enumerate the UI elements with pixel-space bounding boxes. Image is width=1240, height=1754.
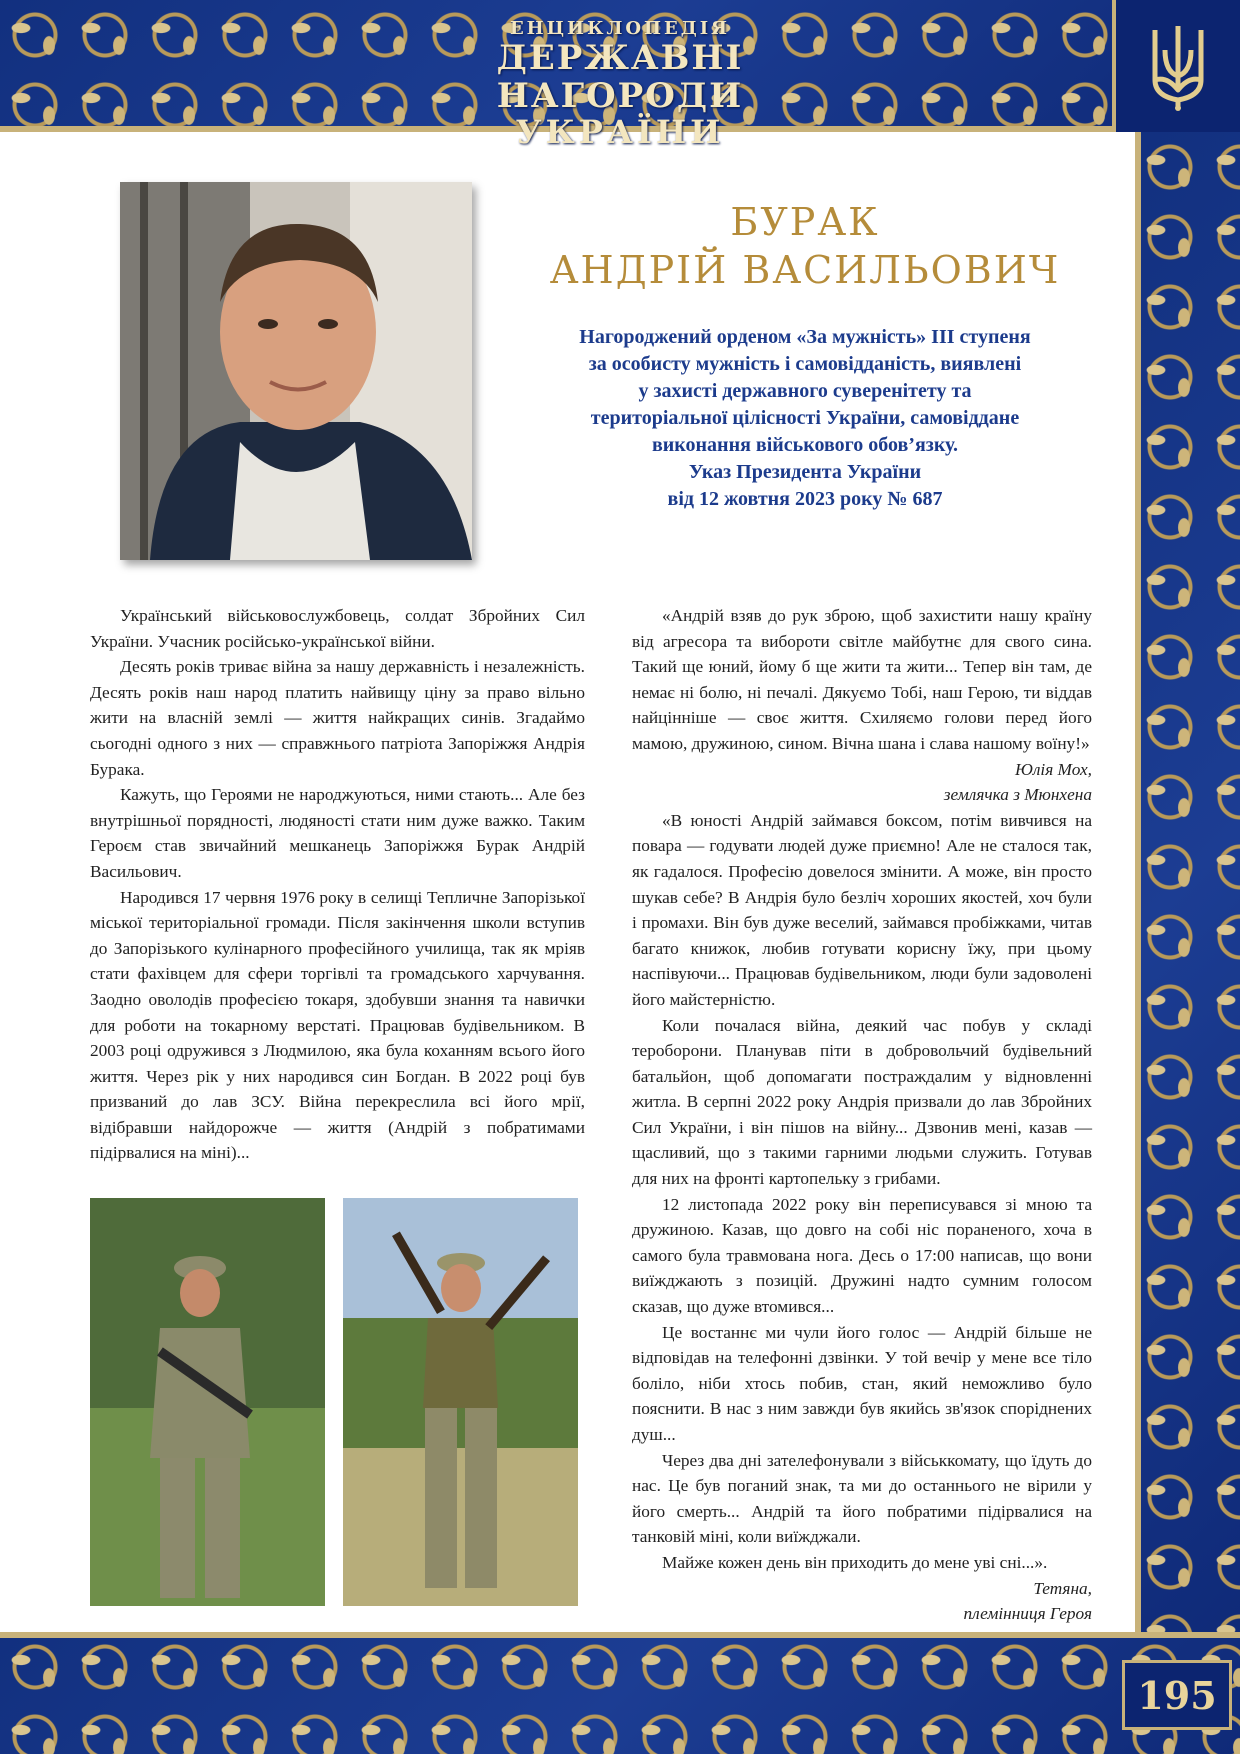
masthead-line1: ЕНЦИКЛОПЕДІЯ bbox=[509, 18, 731, 39]
award-line: у захисті державного суверенітету та bbox=[638, 380, 972, 402]
quote-paragraph: Коли почалася війна, деякий час побув у складі тероборони. Планував піти в добровольчий будівельний батальйон, щоб допомагати постраждалим у відновленні житла. В серпні 2022 року Андрія призвали до лав Збройних Сил України, і він пішов на війну... Дзвонив мені, казав — щасливий, що з такими гарними людьми служить. Готував для них на фронті картопельку з грибами. bbox=[632, 1015, 1092, 1189]
quote-paragraph: Майже кожен день він приходить до мене уві сні...». bbox=[662, 1552, 1048, 1572]
hero-surname: БУРАК bbox=[730, 200, 880, 244]
award-citation bbox=[535, 324, 1075, 513]
award-line: за особисту мужність і самовідданість, виявлені bbox=[588, 353, 1022, 375]
award-line: територіальної цілісності України, самовіддане bbox=[590, 407, 1020, 429]
photo-soldier-with-rifle bbox=[90, 1198, 325, 1606]
bio-paragraph: Народився 17 червня 1976 року в селищі Тепличне Запорізької міської територіальної громади. Після закінчення школи вступив до Запорізького кулінарного професійного училища, так як мріяв стати фахівцем для сфери торгівлі та громадського харчування. Заодно оволодів професією токаря, здобувши знання та навички для роботи на токарному верстаті. Працював будівельником. В 2003 році одружився з Людмилою, яка була коханням всього його життя. Через рік у них народився син Богдан. В 2022 році був призваний до лав ЗСУ. Війна перекреслила всі його мрії, відібравши найдорожче — життя (Андрій з побратимами підірвалися на міні)... bbox=[90, 887, 585, 1163]
award-line: від 12 жовтня 2023 року № 687 bbox=[667, 488, 943, 510]
testimonials-column bbox=[632, 603, 1092, 1627]
signature-role: племінниця Героя bbox=[963, 1604, 1092, 1624]
emblem-box bbox=[1112, 0, 1240, 132]
bio-paragraph: Кажуть, що Героями не народжуються, ними стають... Але без внутрішньої порядності, людяності стати ним дуже важко. Таким Героєм став звичайний мешканець Запоріжжя Бурак Андрій Васильович. bbox=[90, 785, 585, 881]
hero-given-names: АНДРІЙ ВАСИЛЬОВИЧ bbox=[549, 248, 1061, 292]
signature-name: Юлія Мох, bbox=[1015, 759, 1092, 779]
bio-paragraph: Десять років триває війна за нашу державність і незалежність. Десять років наш народ платить найвищу ціну за право вільно жити на власній землі — життя найкращих синів. Згадаймо сьогодні одного з них — справжнього патріота Запоріжжя Андрія Бурака. bbox=[90, 657, 585, 779]
quote-paragraph: 12 листопада 2022 року він переписувався зі мною та дружиною. Казав, що довго на собі ніс пораненого, хоча в самого була травмована нога. Десь о 17:00 написав, що вони виїжджають з позицій. Дружині надто сумним голосом сказав, що дуже втомився... bbox=[632, 1194, 1092, 1317]
masthead-line2: ДЕРЖАВНІ НАГОРОДИ bbox=[496, 38, 744, 116]
quote-paragraph: Це востаннє ми чули його голос — Андрій більше не відповідав на телефонні дзвінки. У той вечір у мене все тіло боліло, ніби хтось побив, стан, який неможливо було пояснити. В нас з ним завжди був якийсь зв'язок споріднених душ... bbox=[632, 1322, 1092, 1444]
page-number: 195 bbox=[1122, 1660, 1232, 1730]
award-line: виконання військового обов’язку. bbox=[651, 434, 959, 456]
award-line: Нагороджений орденом «За мужність» III ступеня bbox=[579, 326, 1031, 348]
photo-soldier-with-two-rifles bbox=[343, 1198, 578, 1606]
hero-name bbox=[545, 198, 1065, 294]
signature-name: Тетяна, bbox=[1033, 1578, 1092, 1598]
bio-paragraph: Український військовослужбовець, солдат Збройних Сил України. Учасник російсько-української війни. bbox=[90, 606, 585, 651]
biography-column bbox=[90, 603, 585, 1166]
bottom-ornament-band bbox=[0, 1632, 1240, 1754]
masthead bbox=[430, 18, 810, 149]
hero-portrait bbox=[120, 182, 472, 560]
trident-icon bbox=[1147, 20, 1209, 112]
quote-paragraph: «В юності Андрій займався боксом, потім вивчився на повара — годувати людей дуже приємно! Але не сталося так, як гадалося. Професію довелося змінити. А може, він просто шукав себе? В Андрія було безліч хороших якостей, хоч були і промахи. Він був дуже веселий, займався пробіжками, читав багато книжок, любив готувати корисну їжу, при цьому наспівуючи... Працював будівельником, люди були задоволені його майстерністю. bbox=[632, 810, 1092, 1009]
signature-role: землячка з Мюнхена bbox=[943, 785, 1092, 805]
quote-paragraph: «Андрій взяв до рук зброю, щоб захистити нашу країну від агресора та вибороти світле майбутнє для свого сина. Такий ще юний, йому б ще жити та жити... Тепер він там, де немає ні болю, ні печалі. Дякуємо Тобі, наш Герою, ти віддав найцінніше — своє життя. Схиляємо голови перед його мамою, дружиною, сином. Вічна шана і слава нашому воїну!» bbox=[632, 606, 1092, 753]
right-ornament-band bbox=[1135, 132, 1240, 1632]
masthead-line3: УКРАЇНИ bbox=[515, 113, 725, 151]
quote-paragraph: Через два дні зателефонували з військкомату, що їдуть до нас. Це був поганий знак, та ми до останнього не вірили у його смерть... Андрій та його побратими підірвалися на танковій міні, коли виїжджали. bbox=[632, 1450, 1092, 1547]
award-line: Указ Президента України bbox=[688, 461, 922, 483]
